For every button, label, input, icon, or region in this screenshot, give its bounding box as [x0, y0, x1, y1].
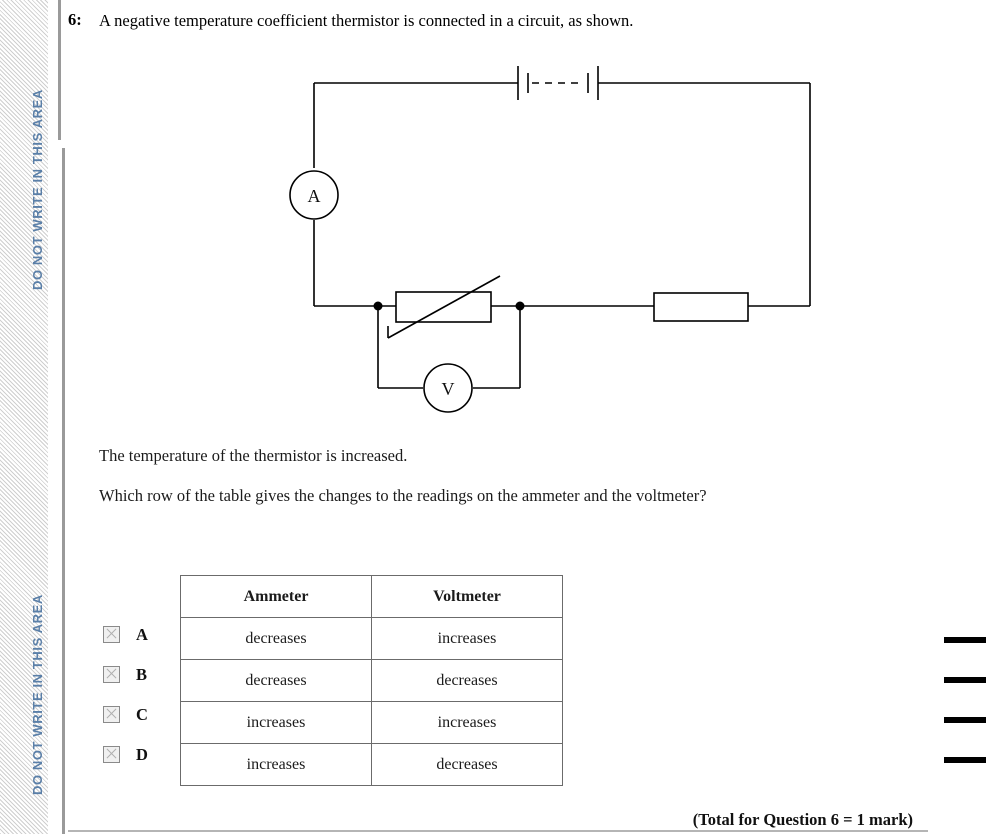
option-letter-b: B — [136, 664, 148, 684]
cell-b-voltmeter: decreases — [372, 660, 563, 702]
question-total-marks: (Total for Question 6 = 1 mark) — [692, 810, 913, 829]
do-not-write-warning-bottom: DO NOT WRITE IN THIS AREA — [30, 594, 45, 795]
option-letter-c: C — [136, 704, 148, 724]
checkbox-option-a[interactable] — [103, 626, 120, 643]
checkbox-option-b[interactable] — [103, 666, 120, 683]
option-row-b[interactable] — [103, 655, 183, 694]
option-row-c[interactable] — [103, 695, 183, 734]
ammeter-label: A — [307, 186, 321, 206]
edge-mark-1 — [944, 637, 986, 643]
page-bottom-rule — [68, 830, 928, 832]
do-not-write-warning-top: DO NOT WRITE IN THIS AREA — [30, 89, 45, 290]
voltmeter-label: V — [441, 379, 455, 399]
cell-d-ammeter: increases — [181, 744, 372, 786]
question-number: 6: — [68, 10, 82, 29]
table-row — [181, 744, 563, 786]
question-prompt: Which row of the table gives the changes to the readings on the ammeter and the voltmeter? — [99, 486, 707, 505]
edge-mark-4 — [944, 757, 986, 763]
margin-rule-upper — [58, 0, 61, 140]
junction-dot-right — [516, 302, 525, 311]
cell-a-ammeter: decreases — [181, 618, 372, 660]
cell-d-voltmeter: decreases — [372, 744, 563, 786]
table-header-voltmeter: Voltmeter — [372, 576, 563, 618]
table-row — [181, 702, 563, 744]
junction-dot-left — [374, 302, 383, 311]
option-row-d[interactable] — [103, 735, 183, 774]
table-row — [181, 660, 563, 702]
option-letter-d: D — [136, 744, 148, 764]
table-header-row — [181, 576, 563, 618]
checkbox-option-c[interactable] — [103, 706, 120, 723]
cell-b-ammeter: decreases — [181, 660, 372, 702]
circuit-diagram — [188, 48, 828, 428]
checkbox-option-d[interactable] — [103, 746, 120, 763]
edge-mark-3 — [944, 717, 986, 723]
option-row-a[interactable] — [103, 615, 183, 654]
cell-c-voltmeter: increases — [372, 702, 563, 744]
table-header-ammeter: Ammeter — [181, 576, 372, 618]
cell-c-ammeter: increases — [181, 702, 372, 744]
margin-hatch-band — [0, 0, 48, 834]
option-letter-a: A — [136, 624, 148, 644]
answer-table — [180, 575, 563, 786]
question-stem: A negative temperature coefficient thermistor is connected in a circuit, as shown. — [99, 11, 634, 30]
edge-mark-2 — [944, 677, 986, 683]
page-edge-marks — [930, 0, 990, 834]
margin-rule-lower — [62, 148, 65, 834]
question-content — [68, 0, 930, 834]
temperature-statement: The temperature of the thermistor is increased. — [99, 446, 408, 465]
table-row — [181, 618, 563, 660]
cell-a-voltmeter: increases — [372, 618, 563, 660]
